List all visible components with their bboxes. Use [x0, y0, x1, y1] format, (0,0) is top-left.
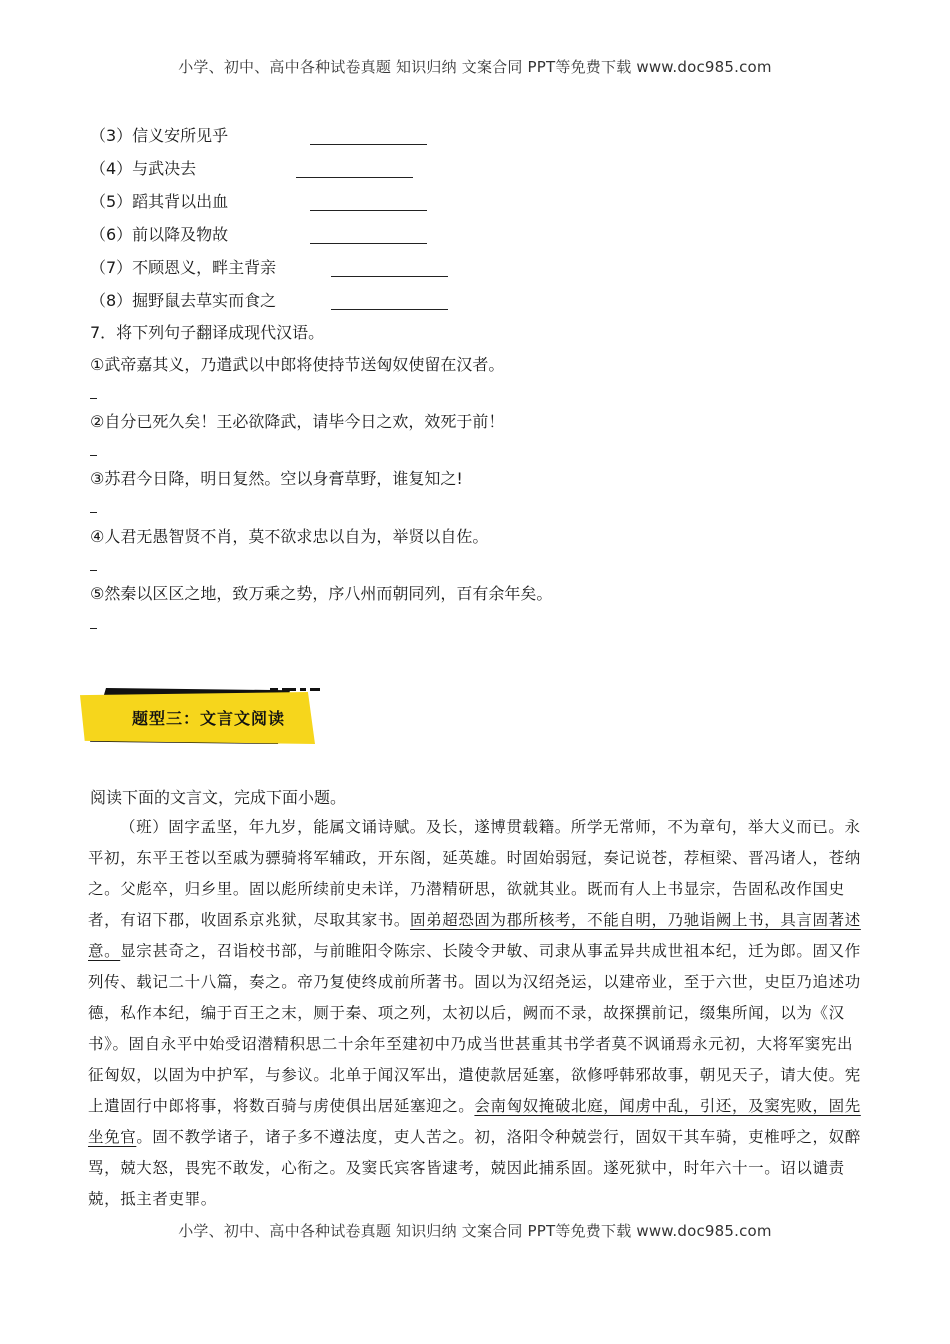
- q6-item-3: （3）信义安所见乎: [90, 126, 229, 145]
- q7-sentence-4: ④人君无愚智贤不肖，莫不欲求忠以自为，举贤以自佐。: [90, 527, 489, 546]
- answer-line-3[interactable]: [90, 512, 97, 513]
- q7-sentence-1: ①武帝嘉其义，乃遣武以中郎将使持节送匈奴使留在汉者。: [90, 355, 505, 374]
- reading-passage: [88, 812, 868, 1215]
- answer-blank-5[interactable]: [310, 210, 427, 211]
- reading-instruction: 阅读下面的文言文，完成下面小题。: [90, 788, 347, 807]
- section-banner: [80, 688, 315, 744]
- answer-line-4[interactable]: [90, 570, 97, 571]
- q6-item-7: （7）不顾恩义，畔主背亲: [90, 258, 277, 277]
- answer-line-1[interactable]: [90, 398, 97, 399]
- answer-blank-7[interactable]: [331, 276, 448, 277]
- q7-sentence-2: ②自分已死久矣！王必欲降武，请毕今日之欢，效死于前！: [90, 412, 505, 431]
- header-banner: 小学、初中、高中各种试卷真题 知识归纳 文案合同 PPT等免费下载 www.doc985.com: [178, 58, 772, 76]
- underlined-sentence-1: 固弟超恐固为郡所核考，不能自明，乃驰诣阙上书，具言固著述意。: [88, 911, 861, 960]
- answer-line-2[interactable]: [90, 455, 97, 456]
- passage-part-3: 。固不教学诸子，诸子多不遵法度，吏人苦之。初，洛阳令种兢尝行，固奴干其车骑，吏椎呼之，奴醉骂，兢大怒，畏宪不敢发，心衔之。及窦氏宾客皆逮考，兢因此捕系固。遂死狱中，时年六十一。诏以谴责兢，抵主者吏罪。: [88, 1128, 861, 1208]
- q7-sentence-5: ⑤然秦以区区之地，致万乘之势，序八州而朝同列，百有余年矣。: [90, 584, 553, 603]
- q6-item-4: （4）与武决去: [90, 159, 197, 178]
- answer-blank-8[interactable]: [331, 309, 448, 310]
- passage-part-2: 显宗甚奇之，召诣校书部，与前睢阳令陈宗、长陵令尹敏、司隶从事孟异共成世祖本纪，迁为郎。固又作列传、载记二十八篇，奏之。帝乃复使终成前所著书。固以为汉绍尧运，以建帝业，至于六世，史臣乃追述功德，私作本纪，编于百王之末，厕于秦、项之列，太初以后，阙而不录，故探撰前记，缀集所闻，以为《汉书》。固自永平中始受诏潜精积思二十余年至建初中乃成当世甚重其书学者莫不讽诵焉永元初，大将军窦宪出征匈奴，以固为中护军，与参议。北单于闻汉军出，遣使款居延塞，欲修呼韩邪故事，朝见天子，请大使。宪上遣固行中郎将事，将数百骑与虏使俱出居延塞迎之。: [88, 942, 861, 1115]
- answer-blank-6[interactable]: [310, 243, 427, 244]
- section-title: 题型三：文言文阅读: [132, 709, 286, 728]
- q6-item-5: （5）蹈其背以出血: [90, 192, 229, 211]
- q6-item-8: （8）掘野鼠去草实而食之: [90, 291, 277, 310]
- answer-line-5[interactable]: [90, 628, 97, 629]
- passage-part-1: （班）固字孟坚，年九岁，能属文诵诗赋。及长，遂博贯载籍。所学无常师，不为章句，举大义而已。永平初，东平王苍以至戚为骠骑将军辅政，开东阁，延英雄。时固始弱冠，奏记说苍，荐桓梁、晋冯诸人，苍纳之。父彪卒，归乡里。固以彪所续前史未详，乃潜精研思，欲就其业。既而有人上书显宗，告固私改作国史者，有诏下郡，收固系京兆狱，尽取其家书。: [88, 818, 861, 929]
- q7-sentence-3: ③苏君今日降，明日复然。空以身膏草野，谁复知之!: [90, 469, 463, 488]
- footer-banner: 小学、初中、高中各种试卷真题 知识归纳 文案合同 PPT等免费下载 www.doc985.com: [178, 1222, 772, 1240]
- answer-blank-3[interactable]: [310, 144, 427, 145]
- q7-stem: 7．将下列句子翻译成现代汉语。: [90, 323, 325, 342]
- q6-item-6: （6）前以降及物故: [90, 225, 229, 244]
- answer-blank-4[interactable]: [296, 177, 413, 178]
- banner-strokes: [270, 688, 320, 696]
- underlined-sentence-2: 会南匈奴掩破北庭，闻虏中乱，引还，及窦宪败，固先坐免官: [88, 1097, 861, 1146]
